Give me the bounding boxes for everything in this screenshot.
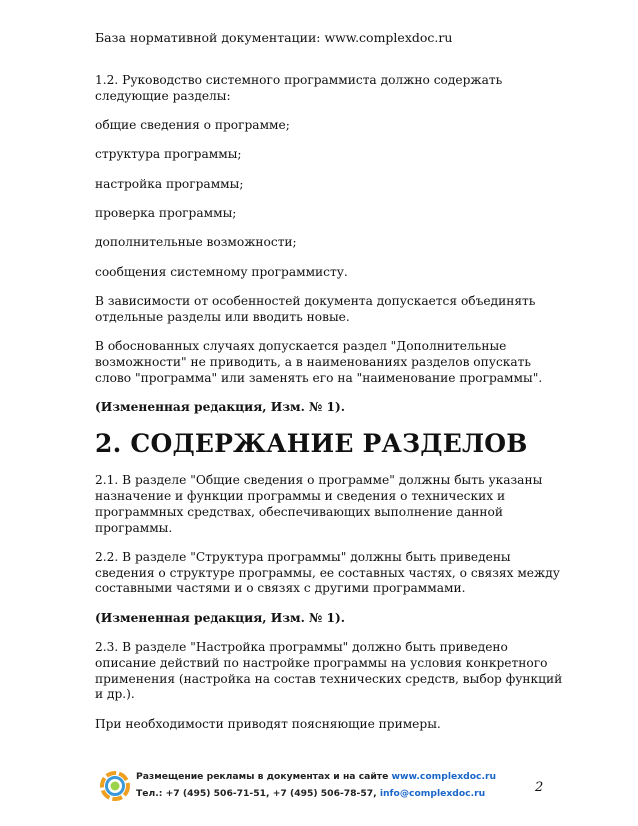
list-item: дополнительные возможности;: [95, 235, 297, 250]
list-item: проверка программы;: [95, 205, 237, 220]
paragraph-2-3: 2.3. В разделе "Настройка программы" должно быть приведено описание действий по настройке программы на условия конкретного применения (настройка на состав технических средств, выбор функций и др.).: [95, 640, 563, 702]
globe-logo-icon: [100, 771, 130, 801]
paragraph-2-2: 2.2. В разделе "Структура программы" должны быть приведены сведения о структуре программы, ее составных частях, о связях между составными частями и о связях с другими программами.: [95, 549, 560, 596]
ad-text: Размещение рекламы в документах и на сайте: [136, 771, 392, 782]
page-number: 2: [535, 780, 544, 795]
phone-text: Тел.: +7 (495) 506-71-51, +7 (495) 506-78-57,: [136, 788, 380, 799]
list-item: структура программы;: [95, 147, 242, 162]
list-item: общие сведения о программе;: [95, 118, 290, 133]
paragraph-2-1: 2.1. В разделе "Общие сведения о программе" должны быть указаны назначение и функции программы и сведения о технических и программных средствах, обеспечивающих выполнение данной программы.: [95, 473, 543, 535]
paragraph-examples: При необходимости приводят поясняющие примеры.: [95, 716, 441, 731]
ad-line-2: [136, 788, 485, 799]
ad-line-1: [136, 771, 496, 782]
list-item: настройка программы;: [95, 176, 244, 191]
paragraph-justified-cases: В обоснованных случаях допускается раздел "Дополнительные возможности" не приводить, а в наименованиях разделов опускать слово "программа" или заменять его на "наименование программы".: [95, 338, 543, 385]
footer-ad-banner: [100, 768, 560, 808]
header-text: База нормативной документации: www.complexdoc.ru: [95, 30, 453, 45]
revision-note: (Измененная редакция, Изм. № 1).: [95, 399, 346, 414]
website-link[interactable]: www.complexdoc.ru: [391, 771, 497, 782]
paragraph-dependency: В зависимости от особенностей документа допускается объединять отдельные разделы или вводить новые.: [95, 293, 536, 324]
list-item: сообщения системному программисту.: [95, 264, 348, 279]
revision-note: (Измененная редакция, Изм. № 1).: [95, 610, 346, 625]
section-heading: 2. СОДЕРЖАНИЕ РАЗДЕЛОВ: [95, 429, 528, 459]
email-link[interactable]: info@complexdoc.ru: [379, 788, 486, 799]
document-body: [95, 73, 565, 746]
paragraph-1-2: 1.2. Руководство системного программиста должно содержать следующие разделы:: [95, 73, 503, 103]
